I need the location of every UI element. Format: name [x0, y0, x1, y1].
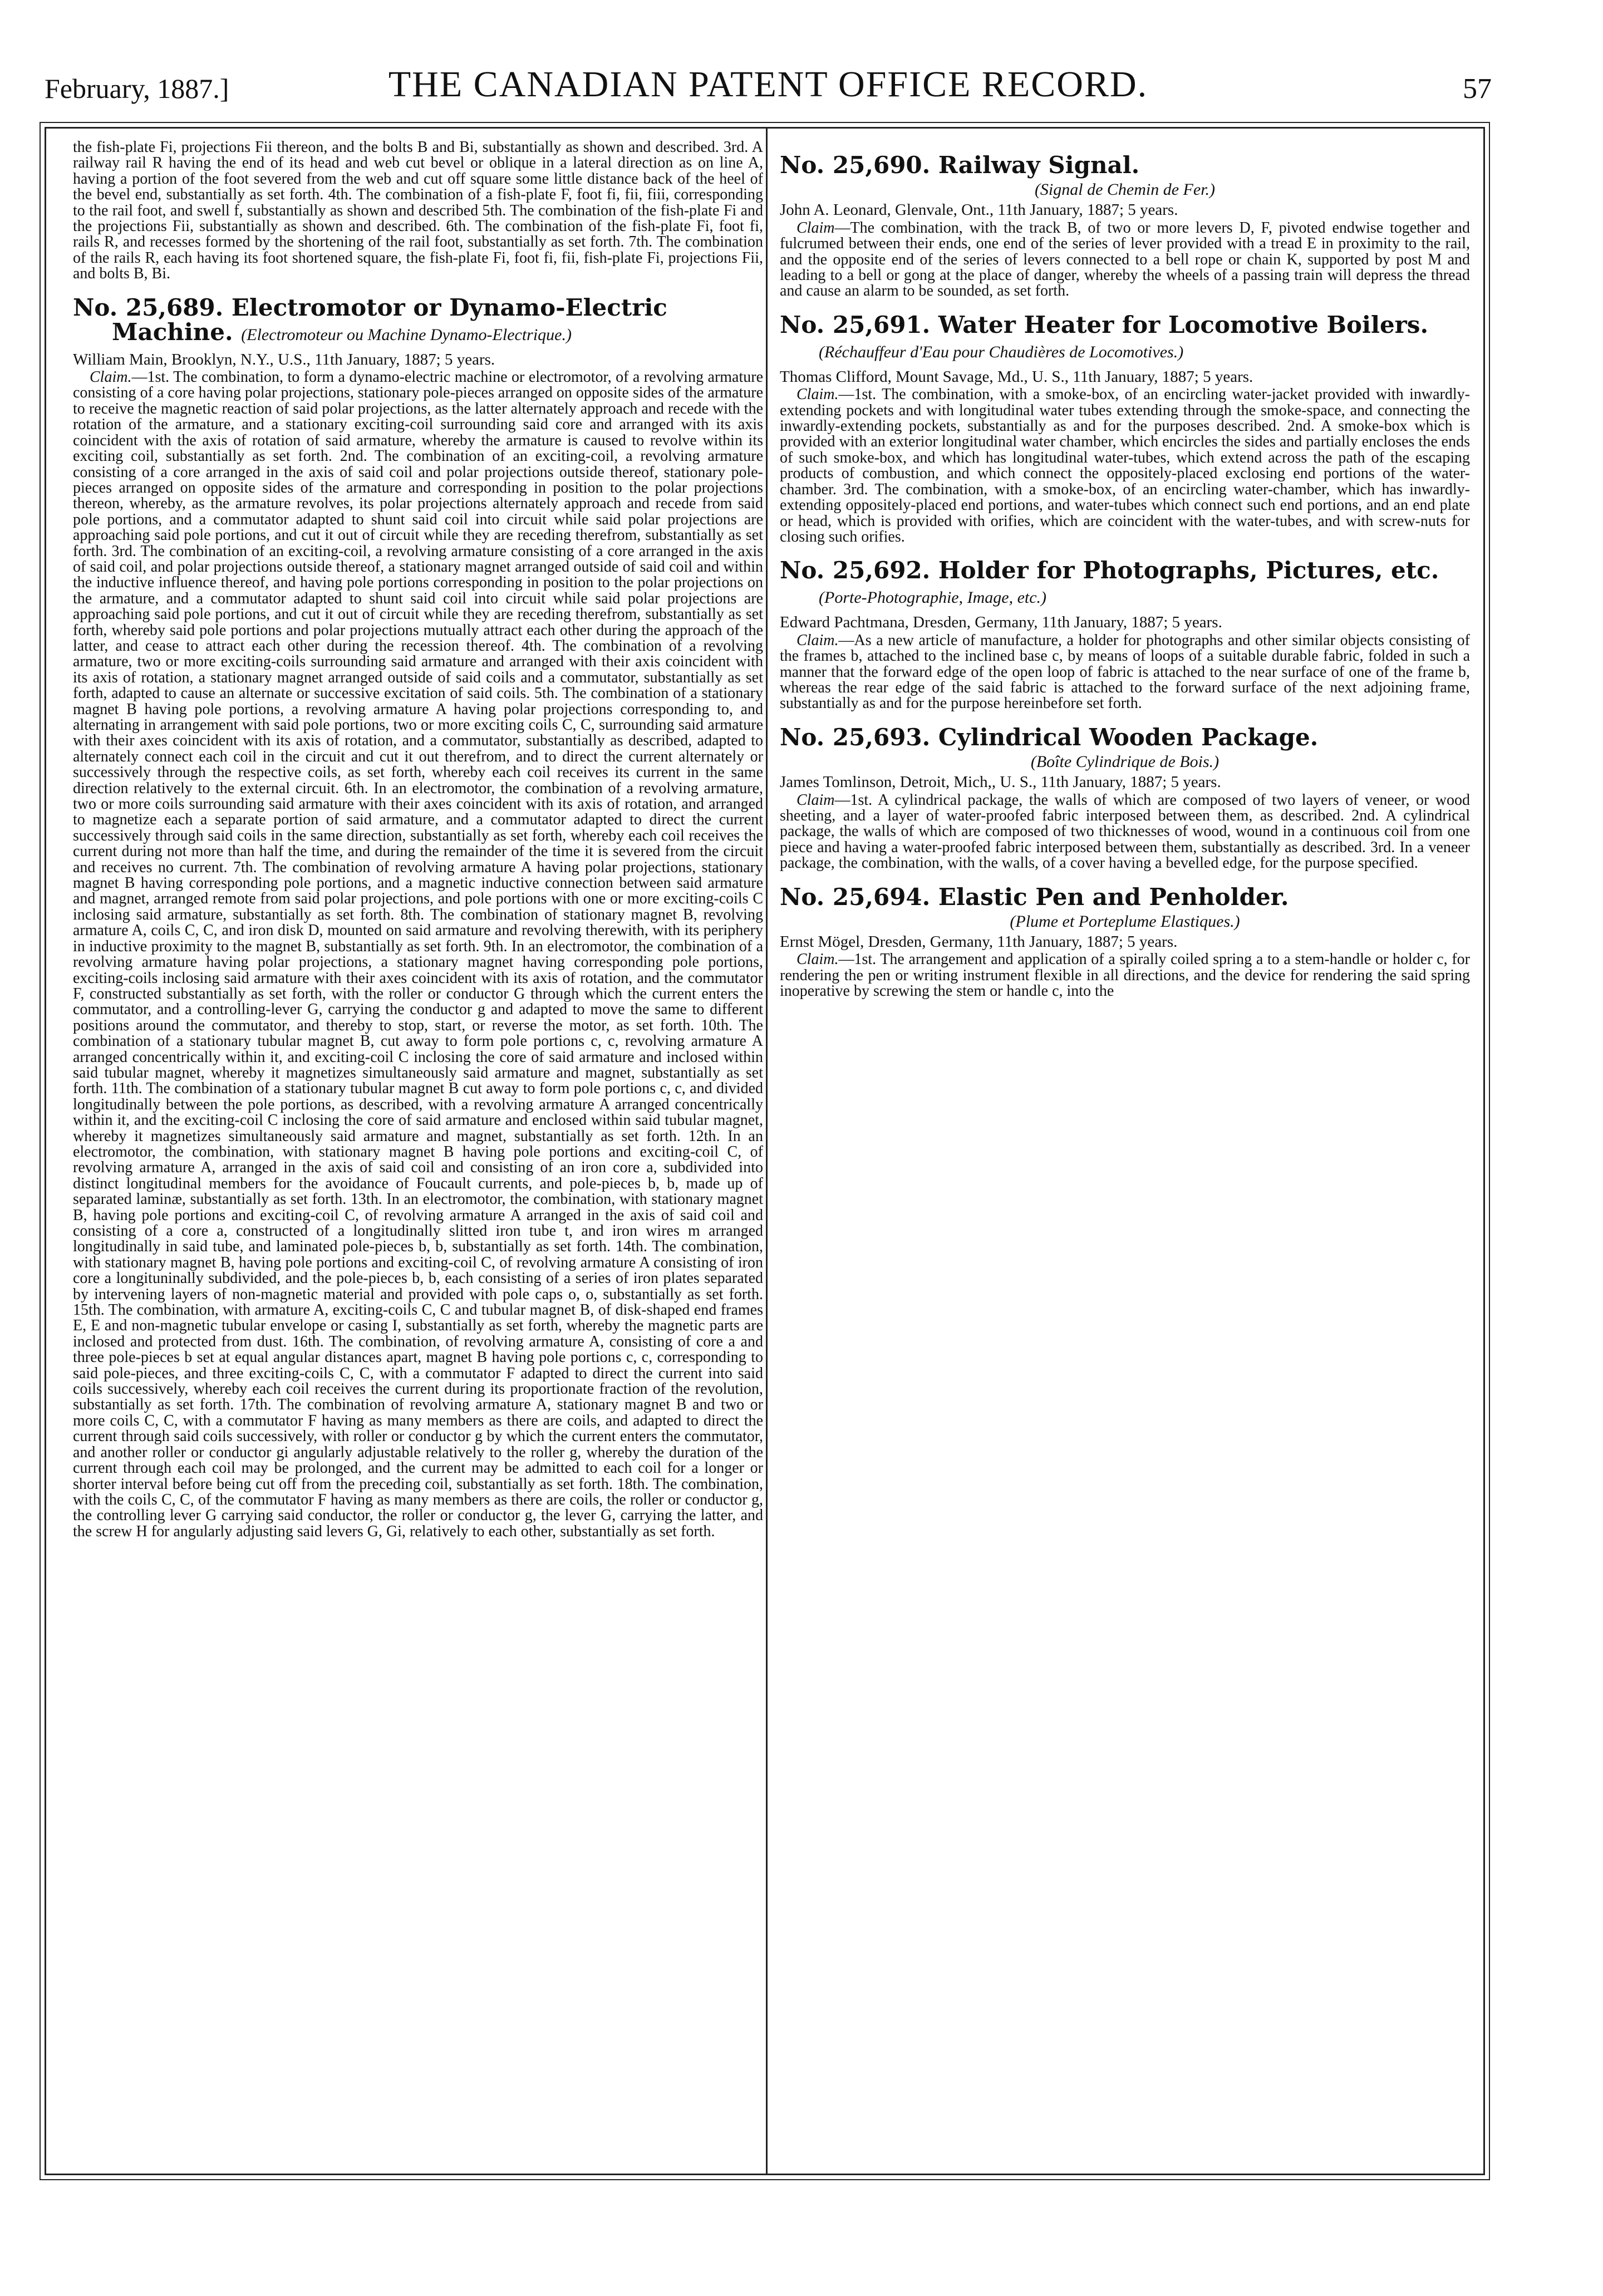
- patent-french-title: (Réchauffeur d'Eau pour Chaudières de Locomotives.): [819, 342, 1184, 361]
- header-title: THE CANADIAN PATENT OFFICE RECORD.: [388, 64, 1148, 105]
- patent-title: Cylindrical Wooden Package.: [938, 723, 1319, 751]
- patent-number: No. 25,694.: [780, 883, 931, 911]
- patent-title: Elastic Pen and Penholder.: [938, 883, 1289, 911]
- claim-label: Claim.: [796, 951, 839, 968]
- patent-french-title: (Boîte Cylindrique de Bois.): [1030, 752, 1220, 771]
- page-header: [45, 61, 1492, 111]
- patent-number: No. 25,693.: [780, 723, 931, 751]
- claim-text: —The combination, with the track B, of two or more levers D, F, pivoted endwise together and fulcrumed between their ends, one end of the series of lever provided with a tread E in proximity to the rail, and the opposite end of the series of levers connected to a bell rope or chain K, supported by post M and leading to a bell or gong at the place of danger, whereby the wheels of a passing train will depress the thread and cause an alarm to be sounded, as set forth.: [780, 219, 1470, 300]
- claim-text: —1st. The combination, to form a dynamo-electric machine or electromotor, of a revolving armature consisting of a core having polar projections, stationary pole-pieces arranged on opposite sides of the armature to receive the magnetic reaction of said polar projections, as the latter alternately approach and recede with the rotation of the armature, and a stationary exciting-coil surrounding said core and arranged with its axis coincident with the axis of rotation of said armature, whereby the armature is caused to revolve within its exciting coil, substantially as set forth. 2nd. The combination of an exciting-coil, a revolving armature consisting of a core arranged in the axis of said coil and polar projections outside thereof, stationary pole-pieces arranged on opposite sides of the armature and corresponding in position to the polar projections thereon, whereby, as the armature revolves, its polar projections alternately approach and recede from said pole portions, and a commutator adapted to shunt said coil into circuit while said polar projections are approaching said pole portions, and cut it out of circuit while they are receding therefrom, substantially as set forth. 3rd. The combination of an exciting-coil, a revolving armature consisting of a core arranged in the axis of said coil, and polar projections outside thereof, a stationary magnet arranged outside of said coil and within the inductive influence thereof, and having pole portions corresponding in position to the polar projections on the armature, and a commutator adapted to shunt said coil into circuit while said polar projections are approaching said pole portions, and cut it out of circuit while they are receding therefrom, substantially as set forth, whereby said pole portions and polar projections mutually attract each other during the approach of the latter, and cease to attract each other during the recession thereof. 4th. The combination of a revolving armature, two or more exciting-coils surrounding said armature and arranged with their axis coincident with its axis of rotation, a stationary magnet arranged outside of said coils and a commutator, substantially as set forth, adapted to cause an alternate or successive excitation of said coils. 5th. The combination of a stationary magnet B having pole portions, a revolving armature A having polar projections corresponding to, and alternating in arrangement with said pole portions, two or more exciting coils C, C, surrounding said armature with their axes coincident with its axis of rotation, and a commutator, substantially as described, adapted to alternately connect each coil in the circuit and cut it out therefrom, and to direct the current alternately or successively through the respective coils, as set forth, whereby each coil receives its current in the same direction relatively to the external circuit. 6th. In an electromotor, the combination of a revolving armature, two or more coils surrounding said armature with their axes coincident with its axis of rotation, and arranged to magnetize each a separate portion of said armature, and a commutator adapted to direct the current successively through said coils in the same direction, substantially as set forth, whereby each coil receives the current during not more than half the time, and during the remainder of the time it is severed from the circuit and receives no current. 7th. The combination of revolving armature A having polar projections, stationary magnet B having corresponding pole portions, and a magnetic inductive connection between said armature and magnet, arranged remote from said polar projections, and pole portions with one or more exciting-coils C inclosing said armature, substantially as set forth. 8th. The combination of stationary magnet B, revolving armature A, coils C, C, and iron disk D, mounted on said armature and revolving therewith, with its periphery in inductive proximity to the magnet B, substantially as set forth. 9th. In an electromotor, the combination of a revolving armature having polar projections, a stationary magnet having corresponding pole portions, exciting-coils inclosing said armature with their axes coincident with its axis of rotation, and the commutator F, constructed substantially as set forth, with the roller or conductor G through which the current enters the commutator, and a controlling-lever G, carrying the conductor g and adapted to move the same to different positions around the commutator, and thereby to stop, start, or reverse the motor, as set forth. 10th. The combination of a stationary tubular magnet B, cut away to form pole portions c, c, revolving armature A arranged concentrically within it, and exciting-coil C inclosing the core of said armature and inclosed within said tubular magnet, whereby it magnetizes simultaneously said armature and magnet, substantially as set forth. 11th. The combination of a stationary tubular magnet B cut away to form pole portions c, c, and divided longitudinally between the pole portions, as described, with a revolving armature A arranged concentrically within it, and the exciting-coil C inclosing the core of said armature and enclosed within said tubular magnet, whereby it magnetizes simultaneously said armature and magnet, substantially as set forth. 12th. In an electromotor, the combination, with stationary magnet B having pole portions and exciting-coil C, of revolving armature A, arranged in the axis of said coil and consisting of an iron core a, subdivided into distinct longitudinal members for the avoidance of Foucault currents, and pole-pieces b, b, made up of separated laminæ, substantially as set forth. 13th. In an electromotor, the combination, with stationary magnet B, having pole portions and exciting-coil C, of revolving armature A arranged in the axis of said coil and consisting of a core a, constructed of a longitudinally slitted iron tube t, and iron wires m arranged longitudinally in said tube, and laminated pole-pieces b, b, substantially as set forth. 14th. The combination, with stationary magnet B, having pole portions and exciting-coil C, of revolving armature A consisting of iron core a longituninally subdivided, and the pole-pieces b, b, each consisting of a series of iron plates separated by intervening layers of non-magnetic material and provided with pole caps o, o, substantially as set forth. 15th. The combination, with armature A, exciting-coils C, C and tubular magnet B, of disk-shaped end frames E, E and non-magnetic tubular envelope or casing I, substantially as set forth, whereby the magnetic parts are inclosed and protected from dust. 16th. The combination, of revolving armature A, consisting of core a and three pole-pieces b set at equal angular distances apart, magnet B having pole portions c, c, corresponding to said pole-pieces, and three exciting-coils C, C, with a commutator F adapted to direct the current into said coils successively, whereby each coil receives the current during its proportionate fraction of the revolution, substantially as set forth. 17th. The combination of revolving armature A, stationary magnet B and two or more coils C, C, with a commutator F having as many members as there are coils, and adapted to direct the current through said coils successively, with roller or conductor g by which the current enters the commutator, and another roller or conductor gi angularly adjustable relatively to the roller g, whereby the duration of the current through each coil may be prolonged, and the current may be admitted to each coil for a longer or shorter interval before being cut off from the preceding coil, substantially as set forth. 18th. The combination, with the coils C, C, of the commutator F having as many members as there are coils, the roller or conductor g, the controlling lever G carrying said conductor, the roller or conductor g, the lever G, carrying the latter, and the screw H for angularly adjusting said levers G, Gi, relatively to each other, substantially as set forth.: [73, 368, 763, 1540]
- content-frame: [45, 127, 1485, 2175]
- patent-heading: [780, 725, 1470, 750]
- patent-claim: [780, 633, 1470, 712]
- patent-number: No. 25,692.: [780, 557, 931, 584]
- header-date: February, 1887.]: [45, 73, 229, 104]
- patent-number: No. 25,689.: [73, 293, 224, 321]
- patent-french-title: (Electromoteur ou Machine Dynamo-Electrique.): [241, 325, 572, 344]
- patent-claim: [780, 387, 1470, 545]
- patent-claim: [780, 220, 1470, 299]
- patent-heading: [780, 885, 1470, 909]
- patent-inventor: James Tomlinson, Detroit, Mich,, U. S., 11th January, 1887; 5 years.: [780, 773, 1221, 791]
- patent-number: No. 25,690.: [780, 151, 931, 179]
- column-divider: [766, 129, 768, 2174]
- claim-text: —1st. A cylindrical package, the walls of which are composed of two layers of veneer, or wood sheeting, and a layer of water-proofed fabric interposed between them, as described. 2nd. A cylindrical package, the walls of which are composed of two thicknesses of wood, wound in a continuous coil from one piece and having a water-proofed fabric interposed between them, substantially as described. 3rd. In a veneer package, the combination, with the walls, of a cover having a bevelled edge, for the purpose specified.: [780, 791, 1470, 872]
- left-column: [73, 140, 763, 2162]
- patent-heading: [780, 313, 1470, 365]
- patent-claim: [73, 370, 763, 1540]
- continuation-text: the fish-plate Fi, projections Fii thereon, and the bolts B and Bi, substantially as shown and described. 3rd. A railway rail R having the end of its head and web cut bevel or oblique in a lateral direction as on line A, having a portion of the foot severed from the web and cut off square some little distance back of the heel of the bevel end, substantially as set forth. 4th. The combination of a fish-plate F, foot fi, fii, fiii, corresponding to the rail foot, and swell f, substantially as shown and described 5th. The combination of the fish-plate Fi and the projections Fii, substantially as shown and described. 6th. The combination of the fish-plate Fi, foot fi, rails R, and recesses formed by the shortening of the rail foot, substantially as set forth. 7th. The combination of the rails R, each having its foot shortened square, the fish-plate Fi, foot fi, fii, fish-plate Fi, projections Fii, and bolts B, Bi.: [73, 140, 763, 283]
- claim-text: —1st. The combination, with a smoke-box, of an encircling water-jacket provided with inwardly-extending pockets and with longitudinal water tubes extending through the smoke-space, and connecting the inwardly-extending pockets, substantially as and for the purposes described. 2nd. A smoke-box which is provided with an exterior longitudinal water chamber, which encircles the sides and partially encloses the ends of such smoke-box, and which has longitudinal water-tubes, which extend across the path of the escaping products of combustion, and which connect the oppositely-placed exclosing end portions of the water-chamber. 3rd. The combination, with a smoke-box, of an encircling water-chamber, which has inwardly-extending oppositely-placed end portions, and water-tubes which connect such end portions, and an end plate or head, which is provided with orifies, which are coincident with the water-tubes, and with screw-nuts for closing such orifies.: [780, 386, 1470, 545]
- claim-label: Claim.: [90, 368, 132, 386]
- patent-inventor: William Main, Brooklyn, N.Y., U.S., 11th January, 1887; 5 years.: [73, 350, 495, 368]
- patent-title: Holder for Photographs, Pictures, etc.: [938, 557, 1439, 584]
- page-number: 57: [1463, 73, 1492, 105]
- patent-french-title: (Porte-Photographie, Image, etc.): [819, 588, 1047, 607]
- right-column: [780, 140, 1470, 2162]
- patent-title: Railway Signal.: [938, 151, 1140, 179]
- claim-text: —1st. The arrangement and application of a spirally coiled spring a to a stem-handle or holder c, for rendering the pen or writing instrument flexible in all directions, and the device for rendering the said spring inoperative by screwing the stem or handle c, into the: [780, 951, 1470, 1000]
- patent-claim: [780, 793, 1470, 872]
- patent-inventor: Edward Pachtmana, Dresden, Germany, 11th January, 1887; 5 years.: [780, 613, 1222, 632]
- claim-label: Claim: [796, 791, 835, 809]
- claim-label: Claim: [796, 219, 835, 237]
- claim-label: Claim.: [796, 386, 839, 404]
- patent-french-title: (Plume et Porteplume Elastiques.): [1010, 912, 1240, 931]
- patent-heading: [780, 153, 1470, 178]
- patent-french-title: (Signal de Chemin de Fer.): [1034, 180, 1216, 199]
- patent-inventor: Thomas Clifford, Mount Savage, Md., U. S., 11th January, 1887; 5 years.: [780, 367, 1253, 386]
- patent-inventor: Ernst Mögel, Dresden, Germany, 11th January, 1887; 5 years.: [780, 933, 1178, 951]
- patent-number: No. 25,691.: [780, 311, 931, 338]
- claim-label: Claim.: [796, 631, 839, 649]
- patent-title: Electromotor or Dynamo-Electric Machine.: [112, 293, 667, 346]
- patent-inventor: John A. Leonard, Glenvale, Ont., 11th January, 1887; 5 years.: [780, 201, 1178, 219]
- claim-text: —As a new article of manufacture, a holder for photographs and other similar objects consisting of the frames b, attached to the inclined base c, by means of loops of a suitable durable fabric, folded in such a manner that the forward edge of the open loop of fabric is attached to the near surface of one of the frame b, whereas the rear edge of the said fabric is attached to the forward surface of the next adjoining frame, substantially as and for the purpose hereinbefore set forth.: [780, 631, 1470, 712]
- patent-claim: [780, 952, 1470, 999]
- patent-title: Water Heater for Locomotive Boilers.: [938, 311, 1429, 338]
- patent-heading: [780, 558, 1470, 610]
- patent-heading: [73, 293, 763, 347]
